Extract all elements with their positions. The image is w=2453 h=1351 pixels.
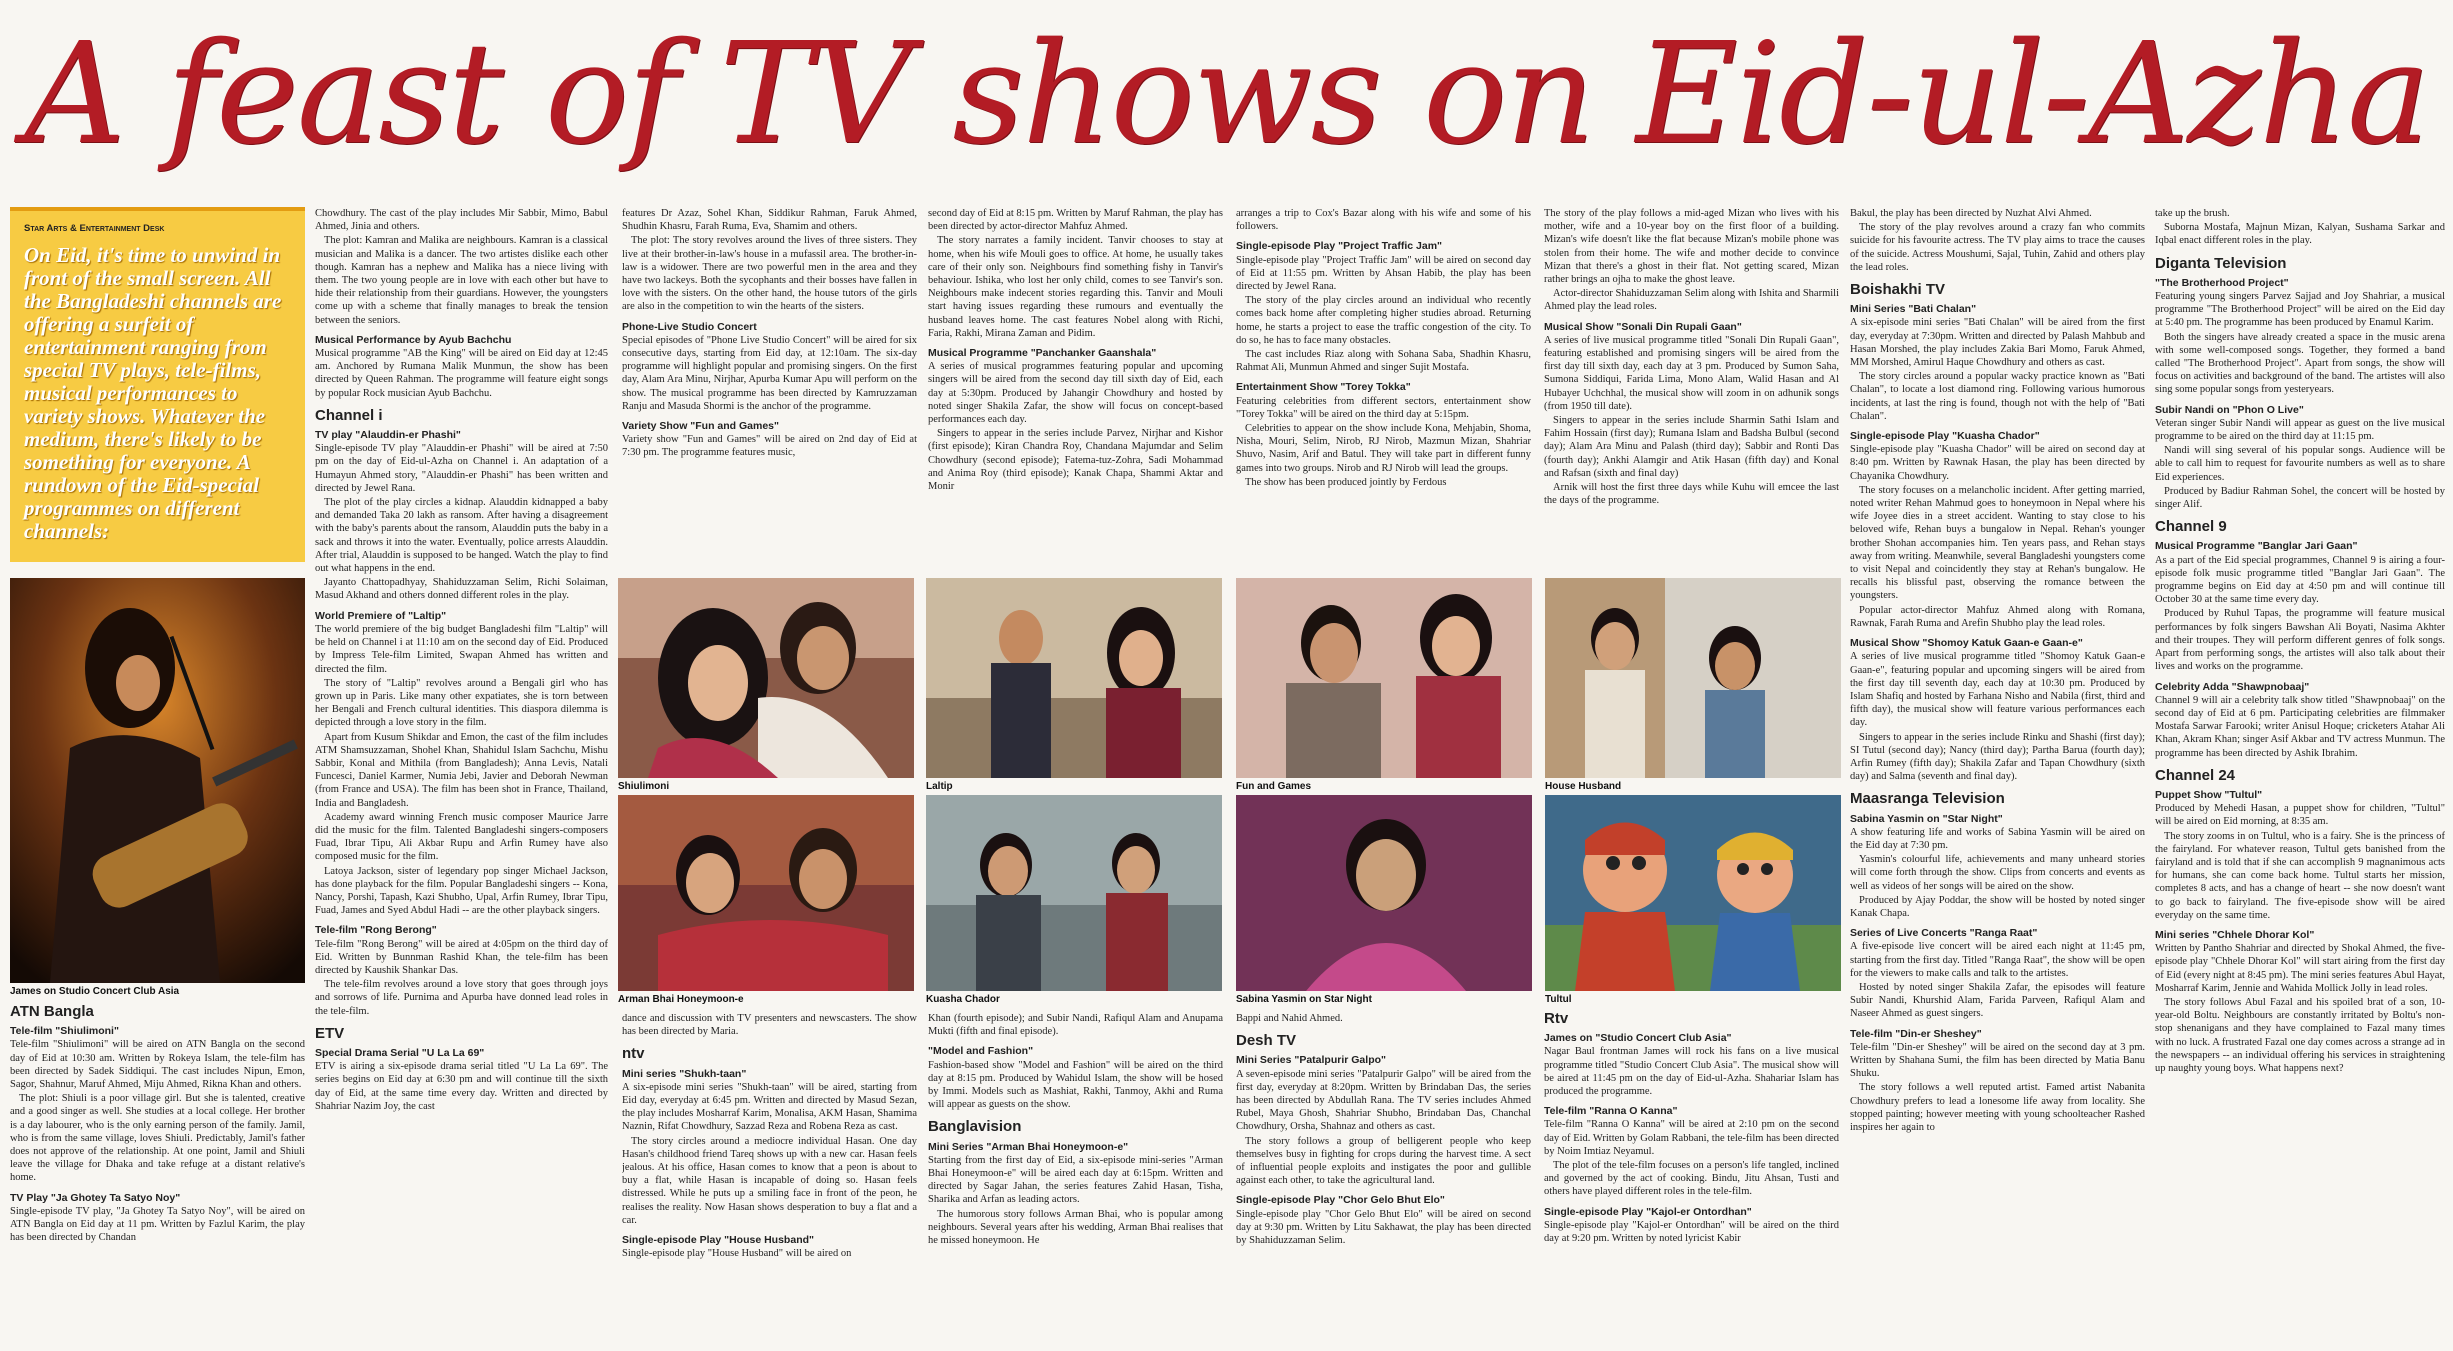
paragraph: Singers to appear in the series include Parvez, Nirjhar and Kishor (first episode); Kiran Chandra Roy, Chandana Majumdar and Selim Chowdhury (second episode); Fatema-tuz-Zohra, Sadi Mohammad and Anima Roy (third episode); Kanak Chapa, Shammi Aktar and Monir: [928, 428, 1223, 493]
paragraph: Produced by Ruhul Tapas, the programme will feature musical performances by folk singers Bawshan Ali Boyati, Nasima Akhter and their troupes. They will perform different genres of folk songs. Apart from performing songs, the artistes will also talk about their lives and works on the programme.: [2155, 608, 2445, 673]
paragraph: The plot of the play circles a kidnap. Alauddin kidnapped a baby and demanded Taka 20 lakh as ransom. After having a disagreement with the baby's parents about the ransom, Alauddin puts the baby in a sack and throws it into the water. Eventually, police arrests Alauddin. After trial, Alauddin is supposed to be hanged. Watch the play to find out what happens in the end.: [315, 497, 608, 575]
show-heading: James on "Studio Concert Club Asia": [1544, 1032, 1732, 1045]
paragraph: Chowdhury. The cast of the play includes Mir Sabbir, Mimo, Babul Ahmed, Jinia and others.: [315, 208, 608, 233]
paragraph: Latoya Jackson, sister of legendary pop singer Michael Jackson, has done playback for the film. Popular Bangladeshi singers -- Kona, Nancy, Porshi, Tapash, Kazi Shubho, Upal, Arfin Rumey, Ibrar Tipu, Fuad, James and Syed Abdul Hadi -- are the other playback singers.: [315, 865, 608, 917]
intro-lede: On Eid, it's time to unwind in front of the small screen. All the Bangladeshi channels are offering a surfeit of entertainment ranging from special TV plays, tele-films, musical performances to variety shows. Whatever the medium, there's likely to be something for everyone. A rundown of the Eid-special programmes on different channels:: [24, 243, 282, 543]
show-heading: Mini Series "Bati Chalan": [1850, 303, 1977, 316]
paragraph: Single-episode TV play "Alauddin-er Phashi" will be aired at 7:50 pm on the day of Eid-ul-Azha on Channel i. An adaptation of a Humayun Ahmed story, "Alauddin-er Phashi" has been written and directed by Jewel Rana.: [315, 443, 608, 494]
paragraph: arranges a trip to Cox's Bazar along with his wife and some of his followers.: [1236, 208, 1531, 233]
paragraph: Popular actor-director Mahfuz Ahmed along with Romana, Rawnak, Farah Ruma and Arefin Shubho play the lead roles.: [1850, 604, 2145, 629]
column-6-top: [1544, 207, 1839, 572]
show-heading: Subir Nandi on "Phon O Live": [2155, 403, 2304, 416]
paragraph: A six-episode mini series "Bati Chalan" will be aired from the first day, everyday at 7:30pm. Written and directed by Palash Mahbub and Hasan Morshed, the play includes Zakia Bari Momo, Faruk Ahmed, MM Morshed, Amirul Haque Chowdhury and others as cast.: [1850, 317, 2145, 369]
paragraph: Fashion-based show "Model and Fashion" will be aired on the third day at 8:15 pm. Produced by Wahidul Islam, the show will be hosed by Immi. Models such as Mashiat, Rakhi, Tanmoy, Akhi and Ruma will appear as guests on the show.: [928, 1059, 1223, 1111]
show-heading: "Model and Fashion": [928, 1045, 1034, 1058]
column-5-top: [1236, 207, 1531, 572]
paragraph: Actor-director Shahiduzzaman Selim along with Ishita and Sharmili Ahmed play the lead roles.: [1544, 288, 1839, 313]
paragraph: Single-episode play "Project Traffic Jam" will be aired on second day of Eid at 11:55 pm. Written by Ahsan Habib, the play has been directed by Jewel Rana.: [1236, 254, 1531, 293]
show-heading: TV play "Alauddin-er Phashi": [315, 429, 461, 442]
paragraph: Bappi and Nahid Ahmed.: [1236, 1013, 1343, 1024]
paragraph: Singers to appear in the series include Rinku and Shashi (first day); SI Tutul (second day); Nancy (third day); Partha Barua (fourth day); Arfin Rumey (fifth day); Shakila Zafar and Tapan Chowdhury (sixth day) and Salma (seventh and final day).: [1850, 731, 2145, 783]
show-heading: Single-episode Play "House Husband": [622, 1234, 814, 1247]
paragraph: Single-episode play "Kuasha Chador" will be aired on second day at 8:40 pm. Written by Rawnak Hasan, the play has been directed by Chayanika Chowdhury.: [1850, 444, 2145, 482]
paragraph: The story of "Laltip" revolves around a Bengali girl who has grown up in Paris. Like many other expatiates, she is torn between her Bengali and French cultural identities. This diaspora dilemma is depicted through a love story in the film.: [315, 677, 608, 729]
column-1: [10, 1003, 305, 1348]
caption-sabina: Sabina Yasmin on Star Night: [1236, 994, 1372, 1005]
intro-box: [10, 207, 305, 562]
caption-fun-games: Fun and Games: [1236, 781, 1312, 792]
paragraph: A series of live musical programme titled "Sonali Din Rupali Gaan", featuring established and promising singers will be aired from the first day till sixth day, each day at 3 pm. Produced by Sumon Saha, Sumona Siddiqui, Farida Lima, Mono Alam, Walid Hasan and Al Hubayer Uchchhal, the musical show will zoom in on adhunik songs (from 1950 till date).: [1544, 334, 1839, 412]
channel-heading-desh-tv: Desh TV: [1236, 1032, 1297, 1050]
show-heading: Musical Show "Shomoy Katuk Gaan-e Gaan-e": [1850, 637, 2083, 650]
paragraph: features Dr Azaz, Sohel Khan, Siddikur Rahman, Faruk Ahmed, Shudhin Khasru, Farah Ruma, Eva, Shamim and others.: [622, 208, 917, 233]
paragraph: The story follows a well reputed artist. Famed artist Nabanita Chowdhury prefers to lead a lonesome life away from locality. She stopped painting; however meeting with young schoolteacher Rashed inspires her again to: [1850, 1082, 2145, 1133]
paragraph: Suborna Mostafa, Majnun Mizan, Kalyan, Sushama Sarkar and Iqbal enact different roles in the play.: [2155, 222, 2445, 247]
paragraph: Written by Panthо Shahriar and directed by Shokal Ahmed, the five-episode play "Chhele Dhorar Kol" will start airing from the first day of Eid (every night at 8:45 pm). The mini series features Abul Hayat, Mosharraf Karim, Jennie and Wahida Mollick Jolly in lead roles.: [2155, 943, 2445, 994]
paragraph: Arnik will host the first three days while Kuhu will emcee the last the days of the programme.: [1544, 482, 1839, 507]
show-heading: Puppet Show "Tultul": [2155, 788, 2263, 801]
paragraph: Variety show "Fun and Games" will be aired on 2nd day of Eid at 7:30 pm. The programme features music,: [622, 434, 917, 459]
show-heading: Tele-film "Shiulimoni": [10, 1025, 119, 1038]
paragraph: The plot: Shiuli is a poor village girl. But she is talented, creative and a good singer as well. She studies at a local college. Her brother is a day labourer, who is the only earning person of the family. Jamil, who is from the same village, loves Shiuli. Predictably, Jamil's father does not approve of the relationship. At one point, Jamil and Shiuli leave the village for Dhaka and take refuge at a distant relative's home.: [10, 1093, 305, 1184]
show-heading: Mini Series "Patalpurir Galpo": [1236, 1054, 1386, 1067]
paragraph: Celebrities to appear on the show include Kona, Mehjabin, Shoma, Nisha, Mouri, Selim, Nirob, RJ Nirob, Mazmun Mizan, Shahriar Shuvo, Nasim, Arif and Batul. They will take part in different funny games into two groups. Nirob and RJ Nirob will lead the groups.: [1236, 423, 1531, 474]
paragraph: The cast includes Riaz along with Sohana Saba, Shadhin Khasru, Rahmat Ali, Munmun Ahmed and singer Sujit Mostafa.: [1236, 349, 1531, 374]
paragraph: A show featuring life and works of Sabina Yasmin will be aired on the Eid day at 7:30 pm.: [1850, 826, 2145, 851]
show-heading: Mini Series "Arman Bhai Honeymoon-e": [928, 1140, 1129, 1153]
show-heading: World Premiere of "Laltip": [315, 609, 447, 622]
paragraph: Tele-film "Ranna O Kanna" will be aired at 2:10 pm on the second day of Eid. Written by Golam Rabbani, the tele-film has been directed by Noim Imtiaz Neyamul.: [1544, 1119, 1839, 1157]
paragraph: The story of the play follows a mid-aged Mizan who lives with his mother, wife and a 10-year boy on the first floor of a building. Mizan's wife doesn't like the flat because Mizan's mobile phone was stolen from their home. The wife and mother decide to convince Mizan that there's a ghost in their flat. Not getting scared, Mizan rather brings an ojha to make the ghost leave.: [1544, 208, 1839, 286]
paragraph: ETV is airing a six-episode drama serial titled "U La La 69". The series begins on Eid day at 6:30 pm and will continue till the sixth day of Eid, at the same time every day. Written and directed by Shahriar Nazim Joy, the cast: [315, 1061, 608, 1112]
show-heading: Musical Performance by Ayub Bachchu: [315, 333, 512, 346]
show-heading: Musical Programme "Panchanker Gaanshala": [928, 347, 1157, 360]
paragraph: Academy award winning French music composer Maurice Jarre did the music for the film. Talented Bangladeshi singers-composers Fuad, Ibrar Tipu, Ali Akbar Rupu and Arfin Rumey have also composed music for the film.: [315, 811, 608, 863]
show-heading: Single-episode Play "Project Traffic Jam": [1236, 240, 1443, 253]
paragraph: The story of the play circles around an individual who recently comes back home after completing higher studies abroad. Returning home, he starts a project to ease the traffic congestion of the city. To do so, he has to face many obstacles.: [1236, 295, 1531, 346]
column-6-bottom: [1544, 1012, 1839, 1348]
show-heading: Entertainment Show "Torey Tokka": [1236, 381, 1411, 394]
paragraph: Produced by Mehedi Hasan, a puppet show for children, "Tultul" will be aired on Eid morning, at 8:35 am.: [2155, 803, 2445, 828]
paragraph: take up the brush.: [2155, 208, 2230, 219]
paragraph: As a part of the Eid special programmes, Channel 9 is airing a four-episode folk music programme titled "Banglar Jari Gaan". The programme begins on Eid day at 4:50 pm and will continue till October 30 at the same time every day.: [2155, 554, 2445, 606]
paragraph: Jayanto Chattopadhyay, Shahiduzzaman Selim, Richi Solaiman, Masud Akhand and others donned different roles in the play.: [315, 577, 608, 602]
paragraph: The show has been produced jointly by Ferdous: [1245, 476, 1447, 488]
paragraph: Tele-film "Din-er Sheshey" will be aired on the second day at 3 pm. Written by Shahana Sumi, the film has been directed by Matia Banu Shuku.: [1850, 1041, 2145, 1080]
paragraph: The plot: Kamran and Malika are neighbours. Kamran is a classical musician and Malika is a dancer. The two artistes dislike each other though. Kamran has a nephew and Malika has a niece living with them. The two young people are in love with each other but have to hide their relationship from their guardians. However, the youngsters come up with a scheme that finally manages to break the tension between the seniors.: [315, 235, 608, 326]
paragraph: Musical programme "AB the King" will be aired on Eid day at 12:45 am. Anchored by Rumana Malik Munmun, the show has been directed by Queen Rahman. The programme will feature eight songs by popular Rock musician Ayub Bachchu.: [315, 348, 608, 399]
paragraph: A series of musical programmes featuring popular and upcoming singers will be aired from the second day till sixth day of Eid, each day at 5:30pm. Produced by Jahangir Chowdhury and hosted by noted singer Shakila Zafar, the show will focus on concept-based performances each day.: [928, 361, 1223, 426]
paragraph: Featuring young singers Parvez Sajjad and Joy Shahriar, a musical programme "The Brotherhood Project" will be aired on the Eid day at 5:40 pm. The programme has been produced by Enamul Karim.: [2155, 291, 2445, 329]
paragraph: The world premiere of the big budget Bangladeshi film "Laltip" will be held on Channel i at 11:10 am on the second day of Eid. Produced by Impress Tele-film Limited, Swapan Ahmed has written and directed the film.: [315, 623, 608, 675]
column-4-top: [928, 207, 1223, 572]
paragraph: The story circles around a popular wacky practice known as "Bati Chalan", to locate a lost diamond ring. Following various humorous incidents, at last the ring is found, though not with the help of "Bati Chalan".: [1850, 371, 2145, 422]
photo-fun-games: [1236, 578, 1532, 778]
paragraph: A five-episode live concert will be aired each night at 11:45 pm, starting from the first day. Titled "Ranga Raat", the show will be open for the viewers to make calls and talk to the artistes.: [1850, 941, 2145, 979]
channel-heading-banglavision: Banglavision: [928, 1118, 1022, 1136]
paragraph: Produced by Badiur Rahman Sohel, the concert will be hosted by singer Alif.: [2155, 485, 2445, 511]
paragraph: The story narrates a family incident. Tanvir chooses to stay at home, when his wife Mouli goes to office. At home, he usually takes care of their only son. Neighbours find something fishy in Tanvir's behaviour. Ishika, who lost her only child, comes to see Tanvir's son. Neighbours make indecent stories regarding this. Tanvir and Mouli start having issues regarding these rumours and eventually the husband leaves home. The cast features Nobel along with Richi, Faria, Rakhi, Mirana Zaman and Pidim.: [928, 235, 1223, 339]
paragraph: Hosted by noted singer Shakila Zafar, the episodes will feature Subir Nandi, Khurshid Alam, Farida Parveen, Rafiqul Alam and Naseer Ahmed as guest singers.: [1850, 981, 2145, 1020]
paragraph: Single-episode TV play, "Ja Ghotey Ta Satyo Noy", will be aired on ATN Bangla on Eid day at 11 pm. Written by Fazlul Karim, the play has been directed by Chandan: [10, 1205, 305, 1244]
paragraph: Bakul, the play has been directed by Nuzhat Alvi Ahmed.: [1850, 208, 2092, 219]
show-heading: Sabina Yasmin on "Star Night": [1850, 812, 2003, 825]
show-heading: "The Brotherhood Project": [2155, 276, 2289, 289]
caption-arman-bhai: Arman Bhai Honeymoon-e: [618, 994, 744, 1005]
column-3-top: [622, 207, 917, 572]
paragraph: The story of the play revolves around a crazy fan who commits suicide for his favourite actress. The TV play aims to trace the causes of the suicide. Actress Moushumi, Sajal, Tuhin, Zahid and others play the lead roles.: [1850, 222, 2145, 273]
show-heading: TV Play "Ja Ghotey Ta Satyo Noy": [10, 1191, 181, 1204]
photo-tultul: [1545, 795, 1841, 991]
photo-arman-bhai: [618, 795, 914, 991]
paragraph: The plot of the tele-film focuses on a person's life tangled, inclined and governed by the act of cooking. Bindu, Jitu Ahsan, Tusti and others have played different roles in the tele-film.: [1544, 1160, 1839, 1198]
paragraph: Yasmin's colourful life, achievements and many unheard stories will come forth through the show. Clips from concerts and events as well as videos of her songs will be aired on the show.: [1850, 854, 2145, 892]
paragraph: Produced by Ajay Poddar, the show will be hosted by noted singer Kanak Chapa.: [1850, 894, 2145, 919]
show-heading: Musical Programme "Banglar Jari Gaan": [2155, 540, 2358, 553]
paragraph: The tele-film revolves around a love story that goes through joys and sorrows of life. Purnima and Apurba have donned lead roles in the tele-film.: [315, 979, 608, 1017]
paragraph: Special episodes of "Phone Live Studio Concert" will be aired for six consecutive days, starting from Eid day, at 12:10am. The six-day programme will highlight popular and promising singers. On the first day, Alam Ara Minu, Nirjhar, Apurba Kumar Apu will perform on the show. The musical programme has been directed by Kamruzzaman Ranju and Masuda Shormi is the anchor of the programme.: [622, 334, 917, 412]
show-heading: Special Drama Serial "U La La 69": [315, 1046, 485, 1059]
channel-heading-maasranga: Maasranga Television: [1850, 790, 2005, 808]
desk-credit: Star Arts & Entertainment Desk: [24, 223, 165, 234]
photo-james: [10, 578, 305, 983]
channel-heading-boishakhi: Boishakhi TV: [1850, 281, 1946, 299]
paragraph: Starting from the first day of Eid, a six-episode mini-series "Arman Bhai Honeymoon-e" will be aired each day at 6:15pm. Written and directed by Sagar Jahan, the series features Zahid Hasan, Tisha, Sharika and Arfan as leading actors.: [928, 1154, 1223, 1206]
paragraph: Veteran singer Subir Nandi will appear as guest on the live musical programme to be aired on the third day at 11:15 pm.: [2155, 417, 2445, 443]
show-heading: Tele-film "Rong Berong": [315, 924, 437, 937]
column-4-bottom: [928, 1012, 1223, 1348]
paragraph: Single-episode play "House Husband" will be aired on: [622, 1248, 852, 1260]
paragraph: Both the singers have already created a space in the music arena with some well-composed songs. Together, they formed a band called "The Brotherhood Project". Apart from songs, the show will focus on activities and background of the band. The artistes will also sing some popular songs from yesteryears.: [2155, 331, 2445, 396]
caption-tultul: Tultul: [1545, 994, 1572, 1005]
paragraph: The plot: The story revolves around the lives of three sisters. They live at their brother-in-law's house in a mufassil area. The brother-in-law is a widower. There are two powerful men in the area and they have two lackeys. Both the sycophants and their bosses have fallen in love with the sisters. On the other hand, the house tutors of the girls are also in the competition to win the hearts of the sisters.: [622, 235, 917, 313]
photo-laltip: [926, 578, 1222, 778]
paragraph: Single-episode play "Kajol-er Ontordhan" will be aired on the third day at 9:20 pm. Written by noted lyricist Kabir: [1544, 1219, 1839, 1245]
column-3-bottom: [622, 1012, 917, 1348]
photo-kuasha: [926, 795, 1222, 991]
paragraph: A six-episode mini series "Shukh-taan" will be aired, starting from Eid day, everyday at 6:45 pm. Written and directed by Masud Sezan, the play includes Mosharraf Karim, Monalisa, AKM Hasan, Shamima Naznin, Rifat Chowdhury, Sazzad Reza and Robena Reza as cast.: [622, 1081, 917, 1133]
show-heading: Musical Show "Sonali Din Rupali Gaan": [1544, 320, 1742, 333]
paragraph: A seven-episode mini series "Patalpurir Galpo" will be aired from the first day, everyday at 8:20pm. Written by Brindaban Das, the series has been directed by Abdullah Rana. The TV series includes Ahmed Rubel, Maya Ghosh, Shahriar Shubho, Brindaban Das, Chanchal Chowdhury, Orsha, Shahnaz and others as cast.: [1236, 1068, 1531, 1133]
show-heading: Celebrity Adda "Shawpnobaaj": [2155, 680, 2310, 693]
paragraph: The story focuses on a melancholic incident. After getting married, noted writer Rehan Mahmud goes to honeymoon in Nepal where his wife Joyee dies in a street accident. Wanting to stay close to his beloved wife, Rehan buys a bungalow in Nepal. Rehan's younger brother Shohan accompanies him. Ten years pass, and Rehan stays away from writing. Meanwhile, several Bangladeshi youngsters come to visit Nepal and coincidently they stay at Rehan's bungalow. He recalls his blissful past, observing the romance between the youngsters.: [1850, 484, 2145, 602]
show-heading: Variety Show "Fun and Games": [622, 420, 779, 433]
paragraph: The story circles around a mediocre individual Hasan. One day Hasan's childhood friend Tareq shows up with a new car. Hasan feels jealous. At his office, Hasan comes to know that a peon is about to buy a flat, while Hasan is incapable of doing so. Hasan feels distressed. While he puts up a smiling face in front of the peon, he realises the reality. Now Hasan shows desperation to buy a flat and a car.: [622, 1135, 917, 1226]
show-heading: Single-episode Play "Kuasha Chador": [1850, 430, 2040, 443]
channel-heading-atn: ATN Bangla: [10, 1003, 94, 1020]
paragraph: The story follows Abul Fazal and his spoiled brat of a son, 10-year-old Boltu. Neighbours are constantly irritated by Boltu's non-stop shenanigans and they have complained to Fazal many times with no luck. A frustrated Fazal one day comes across a strange ad in the newspapers -- an individual offering his services in straightening up naughty young boys. What happens next?: [2155, 996, 2445, 1074]
paragraph: Apart from Kusum Shikdar and Emon, the cast of the film includes ATM Shamsuzzaman, Shohel Khan, Shahidul Islam Sachchu, Mishu Sabbir, Konal and Mithila (from Bangladesh); Anna Levis, Natali Funcesci, Daniel Karmer, Numia Jebi, Javier and Deborah Newman (from France and USA). The film has been shot in France, Thailand, India and Bangladesh.: [315, 731, 608, 809]
show-heading: Mini series "Chhele Dhorar Kol": [2155, 928, 2315, 941]
show-heading: Phone-Live Studio Concert: [622, 320, 757, 333]
column-7: [1850, 207, 2145, 1347]
channel-heading-rtv: Rtv: [1544, 1012, 1569, 1027]
paragraph: Tele-film "Rong Berong" will be aired at 4:05pm on the third day of Eid. Written by Bunnman Rashid Khan, the tele-film has been directed by Kaushik Shankar Das.: [315, 938, 608, 976]
channel-heading-channel-9: Channel 9: [2155, 518, 2227, 536]
show-heading: Series of Live Concerts "Ranga Raat": [1850, 927, 2038, 940]
channel-heading-ntv: ntv: [622, 1045, 645, 1063]
paragraph: Nandi will sing several of his popular songs. Audience will be able to call him to request for favourite numbers as well as to share Eid experiences.: [2155, 445, 2445, 483]
photo-sabina: [1236, 795, 1532, 991]
paragraph: The story follows a group of belligerent people who keep themselves busy in fighting for crops during the harvest time. A sect of influential people exploits and instigates the poor and gullible against each other, to take the agricultural land.: [1236, 1135, 1531, 1187]
paragraph: Tele-film "Shiulimoni" will be aired on ATN Bangla on the second day of Eid at 10:30 am. Written by Rokeya Islam, the tele-film has been directed by Sadek Siddiqui. The cast includes Nipun, Emon, Sagor, Shahnur, Maruf Ahmed, Miju Ahmed, Rikna Khan and others.: [10, 1039, 305, 1091]
channel-heading-channel-i: Channel i: [315, 406, 383, 424]
paragraph: Single-episode play "Chor Gelo Bhut Elo" will be aired on second day at 9:30 pm. Written by Litu Sakhawat, the play has been directed by Shahiduzzaman Selim.: [1236, 1208, 1531, 1247]
photo-shiulimoni: [618, 578, 914, 778]
paragraph: The humorous story follows Arman Bhai, who is popular among neighbours. Several years after his wedding, Arman Bhai realises that he missed honeymoon. He: [928, 1208, 1223, 1247]
caption-kuasha: Kuasha Chador: [926, 994, 1000, 1005]
paragraph: Nagar Baul frontman James will rock his fans on a live musical programme titled "Studio Concert Club Asia". The musical show will be aired at 11:45 pm on the day of Eid-ul-Azha. Shahariar Islam has produced the programme.: [1544, 1046, 1839, 1098]
paragraph: Featuring celebrities from different sectors, entertainment show "Torey Tokka" will be aired on the third day at 5:15pm.: [1236, 395, 1531, 420]
paragraph: second day of Eid at 8:15 pm. Written by Maruf Rahman, the play has been directed by actor-director Mahfuz Ahmed.: [928, 208, 1223, 233]
show-heading: Tele-film "Din-er Sheshey": [1850, 1027, 1982, 1040]
paragraph: Khan (fourth episode); and Subir Nandi, Rafiqul Alam and Anupama Mukti (fifth and final episode).: [928, 1013, 1223, 1038]
caption-house-husband: House Husband: [1545, 781, 1622, 792]
show-heading: Mini series "Shukh-taan": [622, 1067, 747, 1080]
column-2: [315, 207, 608, 1347]
channel-heading-diganta: Diganta Television: [2155, 254, 2287, 272]
channel-heading-etv: ETV: [315, 1024, 345, 1042]
paragraph: A series of live musical programme titled "Shomoy Katuk Gaan-e Gaan-e", featuring popular and upcoming singers will be aired from the first day till seventh day, each day at 10:30 pm. Produced by Islam Shafiq and hosted by Farhana Nisho and Nabila (first, third and fifth day), the musical show will feature various performances each day.: [1850, 651, 2145, 729]
column-5-bottom: [1236, 1012, 1531, 1348]
paragraph: dance and discussion with TV presenters and newscasters. The show has been directed by Maria.: [622, 1013, 917, 1038]
show-heading: Single-episode Play "Kajol-er Ontordhan": [1544, 1205, 1752, 1218]
photo-house-husband: [1545, 578, 1841, 778]
paragraph: The story zooms in on Tultul, who is a fairy. She is the princess of the fairyland. For whatever reason, Tultul gets banished from the fairyland and is told that if she can accomplish 9 magnanimous acts for humans, she can come back home. Tultul starts her mission, completes 8 acts, and has a change of heart -- she now doesn't want to go back to fairyland. The five-episode show will be aired everyday on the same time.: [2155, 830, 2445, 921]
caption-laltip: Laltip: [926, 781, 953, 792]
show-heading: Tele-film "Ranna O Kanna": [1544, 1105, 1678, 1118]
caption-james: James on Studio Concert Club Asia: [10, 986, 180, 997]
show-heading: Single-episode Play "Chor Gelo Bhut Elo": [1236, 1194, 1445, 1207]
paragraph: Singers to appear in the series include Sharmin Sathi Islam and Fahim Hossain (first day); Rumana Islam and Badsha Bulbul (second day); Alam Ara Minu and Palash (third day); Sabbir and Ronti Das (fourth day); Ankhi Alamgir and Atik Hasan (fifth day) and Konal and Rafsan (sixth and final day): [1544, 415, 1839, 479]
caption-shiulimoni: Shiulimoni: [618, 781, 670, 792]
headline: A feast of TV shows on Eid-ul-Azha: [24, 13, 2429, 176]
column-8: [2155, 207, 2445, 1347]
channel-heading-channel-24: Channel 24: [2155, 766, 2236, 784]
paragraph: Channel 9 will air a celebrity talk show titled "Shawpnobaaj" on the second day of Eid at 6 pm. Participating celebrities are filmmaker Mostafa Sarwar Farooki; writer Anisul Hoque; cricketers Atahar Ali Khan, Akram Khan; singer Asif Akbar and TV actress Munmun. The programme has been directed by Ashik Ibrahim.: [2155, 694, 2445, 759]
